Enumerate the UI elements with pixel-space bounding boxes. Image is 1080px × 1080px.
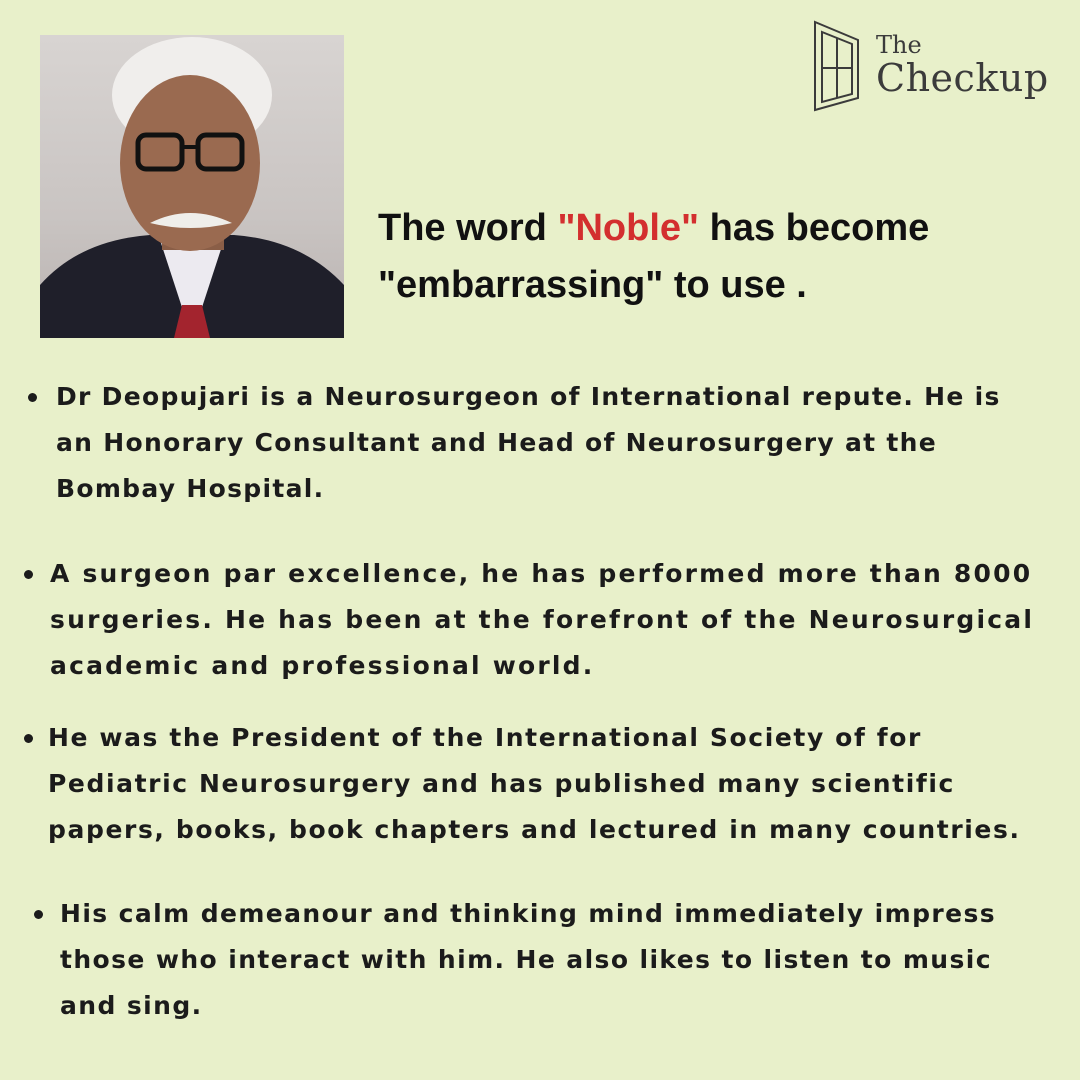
brand-line2: Checkup (876, 56, 1049, 100)
window-icon (812, 18, 862, 112)
brand-name (876, 32, 1049, 98)
bullet-dot (24, 734, 33, 743)
bullet-item: Dr Deopujari is a Neurosurgeon of International repute. He is an Honorary Consultant and Head of Neurosurgery at the Bombay Hospital. (56, 382, 1001, 503)
headline-highlight: "Noble" (557, 207, 700, 249)
headline-prefix: The word (378, 207, 558, 249)
headline-suffix: has become "embarrassing" to use . (378, 207, 930, 306)
headline (378, 200, 1058, 314)
portrait-photo (40, 35, 344, 338)
bullet-item: A surgeon par excellence, he has performed more than 8000 surgeries. He has been at the forefront of the Neurosurgical academic and professional world. (50, 559, 1035, 680)
bullet-dot (34, 910, 43, 919)
bullet-dot (24, 570, 33, 579)
brand-logo (812, 18, 1052, 113)
brand-line1: The (876, 31, 922, 59)
bullet-item: His calm demeanour and thinking mind immediately impress those who interact with him. He also likes to listen to music and sing. (60, 899, 997, 1020)
bullet-dot (28, 393, 37, 402)
bullet-item: He was the President of the International Society of for Pediatric Neurosurgery and has published many scientific papers, books, book chapters and lectured in many countries. (48, 723, 1021, 844)
